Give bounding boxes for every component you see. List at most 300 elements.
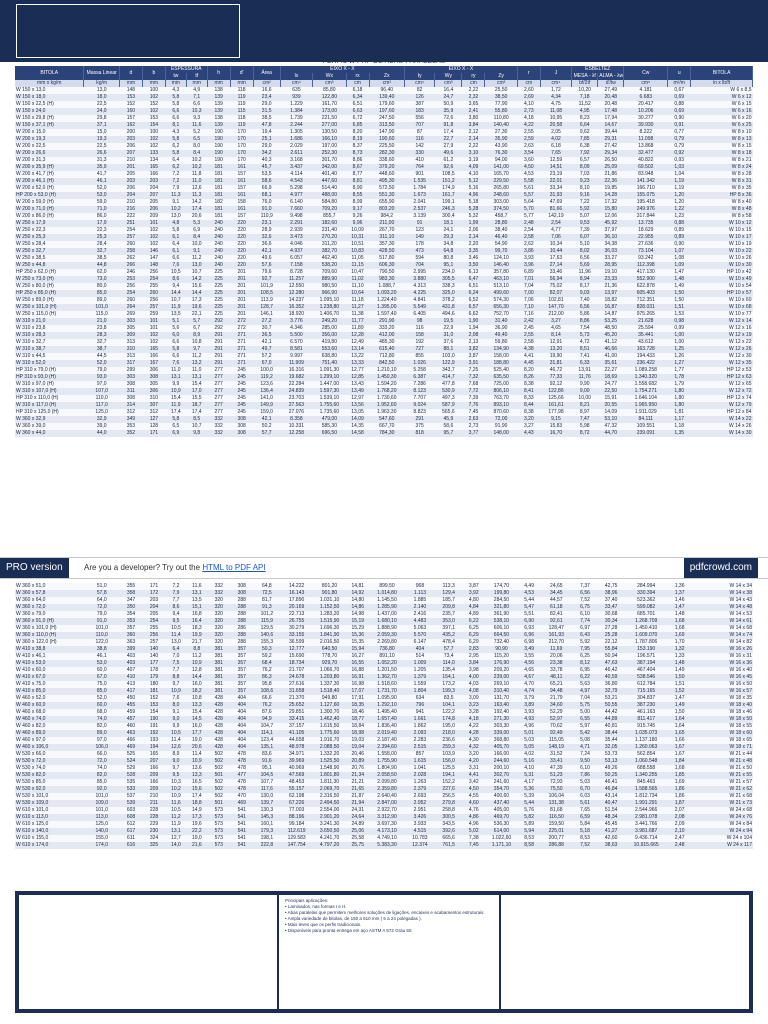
value-cell: 2.028 xyxy=(413,772,427,778)
h-tf: tf xyxy=(186,73,207,80)
value-cell: 9,8 xyxy=(193,430,201,436)
value-cell: 141,0 xyxy=(260,395,273,401)
value-cell: 161,7 xyxy=(442,192,455,198)
value-cell: 6,43 xyxy=(580,632,590,638)
value-cell: 9,5 xyxy=(172,772,180,778)
value-cell: 13,5 xyxy=(170,311,181,317)
value-cell: 155,3 xyxy=(260,639,274,645)
logo-box xyxy=(16,4,240,58)
value-cell: 2.316,50 xyxy=(319,793,340,799)
value-cell: 25,1 xyxy=(261,136,272,142)
value-cell: 8,19 xyxy=(352,136,363,142)
bitola-in-cell: W 10 x 30 xyxy=(728,262,752,268)
value-cell: 260 xyxy=(149,290,159,296)
value-cell: 119 xyxy=(237,101,246,107)
value-cell: 1.009 xyxy=(413,660,427,666)
value-cell: 7,18 xyxy=(579,94,590,100)
value-cell: 368,80 xyxy=(493,737,510,743)
bitola-in-cell: HP 10 x 57 xyxy=(726,290,752,296)
value-cell: 310 xyxy=(126,346,136,352)
value-cell: 3,93 xyxy=(523,255,534,261)
value-cell: 403 xyxy=(126,653,136,659)
value-cell: 9,9 xyxy=(172,723,180,729)
value-cell: 198,1 xyxy=(260,835,274,841)
value-cell: 1.089.258 xyxy=(634,367,657,373)
bitola-cell: W 200 x 86,0 (H) xyxy=(16,213,54,219)
table-row xyxy=(15,192,753,199)
value-cell: 26,50 xyxy=(604,157,618,163)
bitola-cell: W 200 x 35,9 (H) xyxy=(16,164,54,170)
value-cell: 541 xyxy=(237,807,246,813)
value-cell: 1.768,20 xyxy=(377,388,397,394)
bitola-in-cell: W 8 x 28 xyxy=(731,171,752,177)
bitola-in-cell: W 12 x 79 xyxy=(728,402,752,408)
value-cell: 514,40 xyxy=(321,185,337,191)
bitola-in-cell: W 10 x 54 xyxy=(728,283,752,289)
value-cell: 128,47 xyxy=(548,625,564,631)
value-cell: 141.342 xyxy=(636,178,655,184)
value-cell: 179,3 xyxy=(260,828,274,834)
value-cell: 200 xyxy=(126,129,136,135)
note-line: • Ampla variedade de bitolas, de 150 a 610 mm ( 6 a 24 polegadas ). xyxy=(285,916,422,922)
unit-cell: cm³ xyxy=(485,80,517,87)
value-cell: 11,96 xyxy=(578,269,591,275)
value-cell: 551,30 xyxy=(379,192,395,198)
value-cell: 552.900 xyxy=(636,276,655,282)
value-cell: 6,6 xyxy=(172,353,180,359)
value-cell: 5,39 xyxy=(524,793,534,799)
value-cell: 6,6 xyxy=(172,115,180,121)
value-cell: 33,41 xyxy=(550,758,563,764)
value-cell: 148 xyxy=(149,262,159,268)
value-cell: 1.594,20 xyxy=(377,381,397,387)
value-cell: 88.196 xyxy=(288,814,305,820)
value-cell: 5,8 xyxy=(172,227,180,233)
bitola-in-cell: W 18 x 35 xyxy=(729,695,752,701)
value-cell: 37,97 xyxy=(604,227,618,233)
value-cell: 3,09 xyxy=(468,695,479,701)
value-cell: 497,3 xyxy=(442,395,455,401)
value-cell: 6,2 xyxy=(172,164,180,170)
value-cell: 397,1 xyxy=(442,625,455,631)
value-cell: 10,3 xyxy=(191,108,202,114)
value-cell: 277 xyxy=(214,388,223,394)
bitola-in-cell: W 14 x 61 xyxy=(729,618,752,624)
value-cell: 53,73 xyxy=(604,751,618,757)
value-cell: 2,08 xyxy=(468,332,479,338)
value-cell: 1,85 xyxy=(674,772,685,778)
value-cell: 1,80 xyxy=(674,388,685,394)
value-cell: 29,3 xyxy=(443,234,454,240)
value-cell: 751,40 xyxy=(321,360,337,366)
bitola-cell: W 460 x 68,0 xyxy=(16,709,46,715)
value-cell: 33,78 xyxy=(550,667,563,673)
value-cell: 1.755,60 xyxy=(319,402,340,408)
value-cell: 156,0 xyxy=(442,758,455,764)
bitola-in-cell: W 18 x 60 xyxy=(729,730,752,736)
value-cell: 2,08 xyxy=(674,814,685,820)
value-cell: 130,0 xyxy=(260,793,274,799)
bitola-in-cell: W 14 x 43 xyxy=(729,597,752,603)
value-cell: 1.152,50 xyxy=(319,604,340,610)
value-cell: 478 xyxy=(237,779,246,785)
value-cell: 428 xyxy=(214,744,223,750)
value-cell: 46,84 xyxy=(604,786,618,792)
value-cell: 547,60 xyxy=(379,416,395,422)
value-cell: 4,70 xyxy=(524,681,534,687)
value-cell: 1.171,10 xyxy=(491,842,512,848)
value-cell: 73,0 xyxy=(96,276,107,282)
value-cell: 8,10 xyxy=(579,185,590,191)
value-cell: 9,62 xyxy=(579,129,590,135)
value-cell: 3,28 xyxy=(468,709,479,715)
value-cell: 405,70 xyxy=(493,744,510,750)
value-cell: 523.362 xyxy=(637,597,656,603)
bitola-in-cell: W 10 x 12 xyxy=(728,220,752,226)
h-bitola-in: BITOLA xyxy=(691,66,753,80)
value-cell: 5,00 xyxy=(580,709,590,715)
value-cell: 171 xyxy=(149,430,159,436)
value-cell: 7,04 xyxy=(523,283,534,289)
value-cell: 17,3 xyxy=(191,297,202,303)
value-cell: 4,96 xyxy=(524,723,534,729)
value-cell: 255 xyxy=(149,625,159,631)
value-cell: 19,4 xyxy=(261,129,272,135)
value-cell: 4,43 xyxy=(523,430,534,436)
value-cell: 101 xyxy=(149,325,159,331)
value-cell: 135,4 xyxy=(442,667,455,673)
value-cell: 14,2 xyxy=(191,199,202,205)
bitola-in-cell: W 8 x 24 xyxy=(731,164,752,170)
bitola-in-cell: W 14 x 38 xyxy=(729,590,752,596)
value-cell: 220 xyxy=(237,255,246,261)
value-cell: 403 xyxy=(126,660,136,666)
value-cell: 64,8 xyxy=(443,248,454,254)
unit-cell: mm x kg/m xyxy=(15,80,84,87)
value-cell: 40,81 xyxy=(604,723,618,729)
value-cell: 4,41 xyxy=(468,772,479,778)
value-cell: 119 xyxy=(237,122,246,128)
value-cell: 9,03 xyxy=(579,290,590,296)
value-cell: 292 xyxy=(214,318,223,324)
value-cell: 3,55 xyxy=(524,653,534,659)
value-cell: 9,4 xyxy=(172,611,180,617)
value-cell: 9,17 xyxy=(352,206,363,212)
value-cell: 13,0 xyxy=(170,213,181,219)
value-cell: 4,10 xyxy=(523,101,534,107)
value-cell: 38,5 xyxy=(96,255,107,261)
value-cell: 43.612 xyxy=(638,339,654,345)
bitola-cell: W 200 x 59,0 (H) xyxy=(16,199,54,205)
value-cell: 209 xyxy=(149,786,159,792)
value-cell: 1.615,50 xyxy=(319,723,340,729)
value-cell: 21,79 xyxy=(550,695,563,701)
value-cell: 761,5 xyxy=(442,842,455,848)
value-cell: 375 xyxy=(415,423,424,429)
bitola-in-cell: W 21 x 73 xyxy=(729,800,752,806)
value-cell: 1.447,00 xyxy=(319,381,340,387)
value-cell: 8.581 xyxy=(290,346,303,352)
value-cell: 410 xyxy=(415,157,424,163)
value-cell: 7,25 xyxy=(468,367,479,373)
value-cell: 102 xyxy=(149,241,159,247)
bitola-cell: W 530 x 82,0 xyxy=(16,772,46,778)
value-cell: 304.837 xyxy=(637,695,656,701)
value-cell: 199,3 xyxy=(442,688,455,694)
value-cell: 86,0 xyxy=(96,213,107,219)
value-cell: 265,80 xyxy=(493,185,509,191)
value-cell: 13,91 xyxy=(578,367,591,373)
value-cell: 33,47 xyxy=(604,604,618,610)
value-cell: 239,00 xyxy=(493,674,510,680)
bitola-in-cell: W 12 x 30 xyxy=(728,353,752,359)
value-cell: 38,44 xyxy=(604,730,618,736)
value-cell: 4.225 xyxy=(413,290,426,296)
value-cell: 7,72 xyxy=(468,388,479,394)
value-cell: 6,4 xyxy=(172,157,180,163)
value-cell: 166 xyxy=(149,779,159,785)
value-cell: 2,55 xyxy=(523,129,534,135)
value-cell: 466 xyxy=(126,737,136,743)
value-cell: 35,9 xyxy=(443,108,454,114)
value-cell: 33.155 xyxy=(288,632,305,638)
value-cell: 66,9 xyxy=(261,185,272,191)
value-cell: 20,58 xyxy=(549,122,563,128)
value-cell: 428 xyxy=(214,716,223,722)
value-cell: 357 xyxy=(237,660,246,666)
value-cell: 1.299,10 xyxy=(319,374,340,380)
value-cell: 32,7 xyxy=(96,339,107,345)
table-row xyxy=(15,136,753,143)
html-to-pdf-link[interactable]: HTML to PDF API xyxy=(202,563,266,572)
value-cell: 122,0 xyxy=(95,639,108,645)
value-cell: 10,64 xyxy=(351,290,364,296)
value-cell: 2.939 xyxy=(290,227,303,233)
table-row xyxy=(15,129,753,136)
value-cell: 4.515 xyxy=(413,828,427,834)
value-cell: 2.693 xyxy=(413,793,427,799)
profile-table-top xyxy=(15,66,753,437)
value-cell: 101,0 xyxy=(95,807,108,813)
value-cell: 11,38 xyxy=(351,311,364,317)
value-cell: 12.280 xyxy=(288,290,305,296)
value-cell: 113,9 xyxy=(260,297,273,303)
value-cell: 245 xyxy=(237,402,246,408)
value-cell: 901 xyxy=(415,171,424,177)
value-cell: 1,79 xyxy=(674,381,685,387)
value-cell: 4,76 xyxy=(468,807,479,813)
value-cell: 174,0 xyxy=(95,842,108,848)
value-cell: 230 xyxy=(149,828,159,834)
value-cell: 29,31 xyxy=(604,136,618,142)
value-cell: 13,22 xyxy=(351,353,364,359)
value-cell: 79,0 xyxy=(96,611,107,617)
value-cell: 18,84 xyxy=(351,723,365,729)
value-cell: 35,9 xyxy=(96,164,107,170)
value-cell: 312 xyxy=(126,409,136,415)
value-cell: 99.184 xyxy=(288,821,305,827)
value-cell: 5,18 xyxy=(580,828,590,834)
value-cell: 254 xyxy=(126,227,136,233)
value-cell: 8,53 xyxy=(524,835,534,841)
value-cell: 7,7 xyxy=(172,597,180,603)
value-cell: 470 xyxy=(237,793,246,799)
value-cell: 790,50 xyxy=(379,269,395,275)
value-cell: 9,9 xyxy=(172,381,180,387)
value-cell: 22,1 xyxy=(191,311,202,317)
value-cell: 92,6 xyxy=(443,164,454,170)
value-cell: 307 xyxy=(149,402,159,408)
value-cell: 14,92 xyxy=(351,590,365,596)
table-row xyxy=(15,688,753,695)
value-cell: 541 xyxy=(237,842,246,848)
value-cell: 74,0 xyxy=(96,765,107,771)
bitola-in-cell: W 10 x 49 xyxy=(728,276,752,282)
bitola-cell: W 360 x 57,8 xyxy=(16,590,46,596)
value-cell: 357 xyxy=(237,653,246,659)
value-cell: 1.026 xyxy=(413,360,426,366)
value-cell: 3,49 xyxy=(524,646,534,652)
value-cell: 20,48 xyxy=(604,94,618,100)
h-mesa: MESA - λf xyxy=(573,73,596,79)
value-cell: 97,0 xyxy=(96,381,107,387)
value-cell: 10,7 xyxy=(170,297,181,303)
value-cell: 260 xyxy=(126,241,136,247)
value-cell: 8,86 xyxy=(579,318,590,324)
value-cell: 3,92 xyxy=(468,590,479,596)
value-cell: 8,14 xyxy=(551,332,561,338)
value-cell: 207 xyxy=(149,192,159,198)
value-cell: 37,1 xyxy=(96,122,107,128)
bitola-in-cell: W 18 x 65 xyxy=(729,737,752,743)
value-cell: 428 xyxy=(214,730,223,736)
value-cell: 404 xyxy=(237,709,246,715)
value-cell: 86,3 xyxy=(261,674,272,680)
bitola-cell: W 530 x 72,0 xyxy=(16,758,46,764)
value-cell: 488,00 xyxy=(321,192,337,198)
value-cell: 463 xyxy=(126,730,136,736)
value-cell: 1.775,60 xyxy=(319,730,340,736)
value-cell: 129.583 xyxy=(287,835,306,841)
value-cell: 195,0 xyxy=(442,723,455,729)
value-cell: 308 xyxy=(149,374,159,380)
value-cell: 197,00 xyxy=(321,143,337,149)
value-cell: 10,2 xyxy=(170,206,181,212)
bitola-cell: W 610 x 174,0 xyxy=(16,842,49,848)
value-cell: 1.201,50 xyxy=(377,667,397,673)
value-cell: 6,2 xyxy=(172,143,180,149)
value-cell: 229 xyxy=(149,821,159,827)
table-row xyxy=(15,611,753,618)
value-cell: 6,9 xyxy=(172,430,180,436)
value-cell: 12.374 xyxy=(412,842,428,848)
value-cell: 6,51 xyxy=(468,283,479,289)
value-cell: 117,0 xyxy=(95,402,108,408)
value-cell: 727 xyxy=(415,346,424,352)
value-cell: 5.549 xyxy=(413,304,426,310)
value-cell: 0,91 xyxy=(674,122,685,128)
value-cell: 190 xyxy=(214,157,223,163)
value-cell: 585,30 xyxy=(321,423,337,429)
bitola-cell: W 250 x 28,4 xyxy=(16,241,46,247)
value-cell: 363 xyxy=(126,639,136,645)
value-cell: 35,44 xyxy=(604,737,618,743)
value-cell: 116,50 xyxy=(548,814,564,820)
h-zy: Zy xyxy=(485,73,517,80)
value-cell: 428 xyxy=(214,702,223,708)
value-cell: 11,0 xyxy=(171,367,181,373)
bitola-in-cell: W 21 x 62 xyxy=(729,786,752,792)
bitola-cell: HP 250 x 62,0 (H) xyxy=(16,269,56,275)
value-cell: 27,28 xyxy=(604,625,618,631)
value-cell: 1,80 xyxy=(674,395,685,401)
value-cell: 32,9 xyxy=(96,416,107,422)
value-cell: 404 xyxy=(415,646,425,652)
value-cell: 20.169 xyxy=(288,604,305,610)
value-cell: 3,50 xyxy=(468,262,479,268)
value-cell: 4,80 xyxy=(468,597,479,603)
value-cell: 7,2 xyxy=(172,178,180,184)
value-cell: 712.351 xyxy=(636,297,655,303)
value-cell: 1,84 xyxy=(674,758,685,764)
value-cell: 2,20 xyxy=(468,241,479,247)
value-cell: 94,00 xyxy=(494,157,508,163)
value-cell: 412,00 xyxy=(379,332,395,338)
bitola-in-cell: W 24 x 117 xyxy=(727,842,752,848)
value-cell: 91,6 xyxy=(261,758,272,764)
value-cell: 1.787.806 xyxy=(635,639,658,645)
value-cell: 221,50 xyxy=(321,115,337,121)
value-cell: 4,89 xyxy=(468,611,479,617)
value-cell: 15,6 xyxy=(191,786,202,792)
value-cell: 14,4 xyxy=(170,290,181,296)
value-cell: 44.658 xyxy=(288,737,305,743)
value-cell: 28,9 xyxy=(261,227,272,233)
value-cell: 11,6 xyxy=(171,800,181,806)
value-cell: 1.673 xyxy=(413,192,426,198)
value-cell: 241,60 xyxy=(493,779,510,785)
value-cell: 192 xyxy=(415,339,424,345)
value-cell: 122,80 xyxy=(321,94,337,100)
value-cell: 514 xyxy=(415,653,425,659)
value-cell: 31,3 xyxy=(96,157,107,163)
value-cell: 85,0 xyxy=(96,290,107,296)
value-cell: 6.683 xyxy=(639,94,653,100)
value-cell: 1.515,90 xyxy=(319,618,340,624)
value-cell: 70,62 xyxy=(550,723,563,729)
value-cell: 24,65 xyxy=(550,583,563,589)
pdfcrowd-brand[interactable]: pdfcrowd.com xyxy=(684,558,758,578)
value-cell: 2.088,50 xyxy=(319,744,340,750)
value-cell: 685.701 xyxy=(637,611,656,617)
value-cell: 21,86 xyxy=(604,171,618,177)
table-row xyxy=(15,604,753,611)
value-cell: 7,54 xyxy=(579,325,590,331)
value-cell: 8,09 xyxy=(579,164,590,170)
value-cell: 260 xyxy=(126,297,136,303)
value-cell: 300,5 xyxy=(442,814,455,820)
value-cell: 166.710 xyxy=(636,185,655,191)
value-cell: 4.181 xyxy=(639,87,653,93)
value-cell: 3,86 xyxy=(523,248,534,254)
bitola-cell: W 360 x 64,0 xyxy=(16,597,46,603)
bitola-cell: W 360 x 110,0 (H) xyxy=(16,632,57,638)
value-cell: 9,00 xyxy=(579,388,590,394)
value-cell: 9,5 xyxy=(172,618,180,624)
value-cell: 4,60 xyxy=(468,800,479,806)
table-row xyxy=(15,409,753,416)
value-cell: 448,60 xyxy=(379,171,395,177)
